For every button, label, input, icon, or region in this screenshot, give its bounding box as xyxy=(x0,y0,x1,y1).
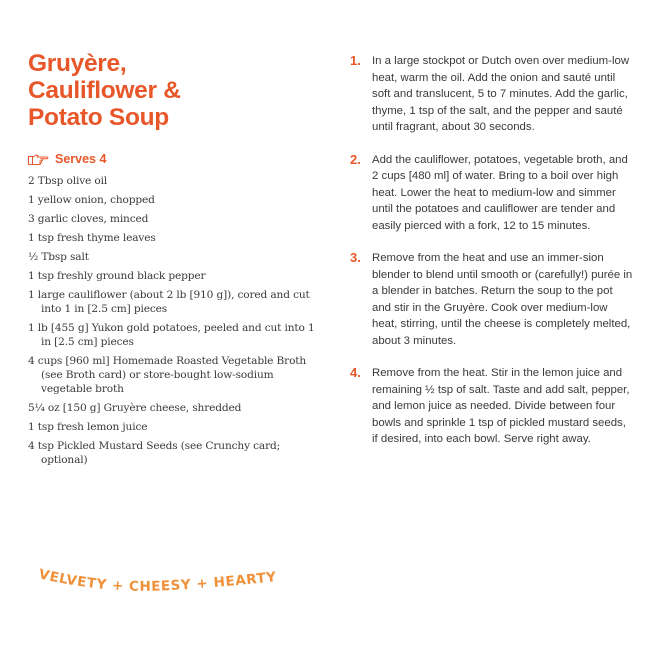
ingredient-item: 5¼ oz [150 g] Gruyère cheese, shredded xyxy=(28,402,242,414)
title-line: Potato Soup xyxy=(28,104,169,131)
step-number: 3. xyxy=(350,250,361,265)
left-column xyxy=(28,50,318,472)
step-number: 4. xyxy=(350,365,361,380)
ingredient-item: 3 garlic cloves, minced xyxy=(28,213,149,225)
step-text: Remove from the heat and use an immer-sion blender to blend until smooth or (carefully!) purée in a blender in batches. Return the soup to the pot and stir in the Gruyère. Cook over medium-low heat, stirring, until the cheese is completely melted, about 3 minutes. xyxy=(372,252,633,347)
ingredient-item: 1 large cauliflower (about 2 lb [910 g]), cored and cut into 1 in [2.5 cm] pieces xyxy=(28,289,310,315)
serves-label: Serves 4 xyxy=(55,152,107,166)
serves-row xyxy=(28,152,318,166)
ingredient-item: 1 tsp freshly ground black pepper xyxy=(28,270,206,282)
method-column xyxy=(350,53,640,464)
ingredient-list xyxy=(28,174,318,467)
title-line: Cauliflower & xyxy=(28,77,181,104)
tagline-text: VELVETY + CHEESY + HEARTY xyxy=(37,566,278,595)
tagline xyxy=(36,568,306,604)
ingredient-item: 4 cups [960 ml] Homemade Roasted Vegetable Broth (see Broth card) or store-bought low-sodium vegetable broth xyxy=(28,355,307,395)
ingredient-item: 1 tsp fresh lemon juice xyxy=(28,421,148,433)
recipe-title xyxy=(28,50,318,131)
ingredient-item: 1 tsp fresh thyme leaves xyxy=(28,232,156,244)
svg-text:VELVETY + CHEESY + HEARTY xyxy=(37,566,277,594)
pointing-hand-icon xyxy=(28,153,50,166)
step-text: In a large stockpot or Dutch oven over medium-low heat, warm the oil. Add the onion and sauté until soft and translucent, 5 to 7 minutes. Add the garlic, thyme, 1 tsp of the salt, and the pepper and sauté until fragrant, about 30 seconds. xyxy=(372,55,630,133)
ingredient-item: 2 Tbsp olive oil xyxy=(28,175,108,187)
step-number: 1. xyxy=(350,53,361,68)
step-text: Add the cauliflower, potatoes, vegetable broth, and 2 cups [480 ml] of water. Bring to a boil over high heat. Lower the heat to medium-low and simmer until the potatoes and cauliflower are tender and easily pierced with a fork, 12 to 15 minutes. xyxy=(372,153,628,232)
ingredient-item: 1 yellow onion, chopped xyxy=(28,194,155,206)
method-step xyxy=(350,152,640,235)
step-number: 2. xyxy=(350,151,361,167)
step-text: Remove from the heat. Stir in the lemon juice and remaining ½ tsp of salt. Taste and add salt, pepper, and lemon juice as needed. Divide between four bowls and sprinkle 1 tsp of pickled mustard seeds, if desired, into each bowl. Serve right away. xyxy=(372,367,630,445)
title-line: Gruyère, xyxy=(28,50,127,77)
ingredient-item: 1 lb [455 g] Yukon gold potatoes, peeled and cut into 1 in [2.5 cm] pieces xyxy=(28,322,315,348)
method-step xyxy=(350,365,640,448)
method-step xyxy=(350,250,640,349)
ingredient-item: ½ Tbsp salt xyxy=(28,251,89,263)
method-step xyxy=(350,53,640,136)
ingredient-item: 4 tsp Pickled Mustard Seeds (see Crunchy card; optional) xyxy=(28,440,281,466)
